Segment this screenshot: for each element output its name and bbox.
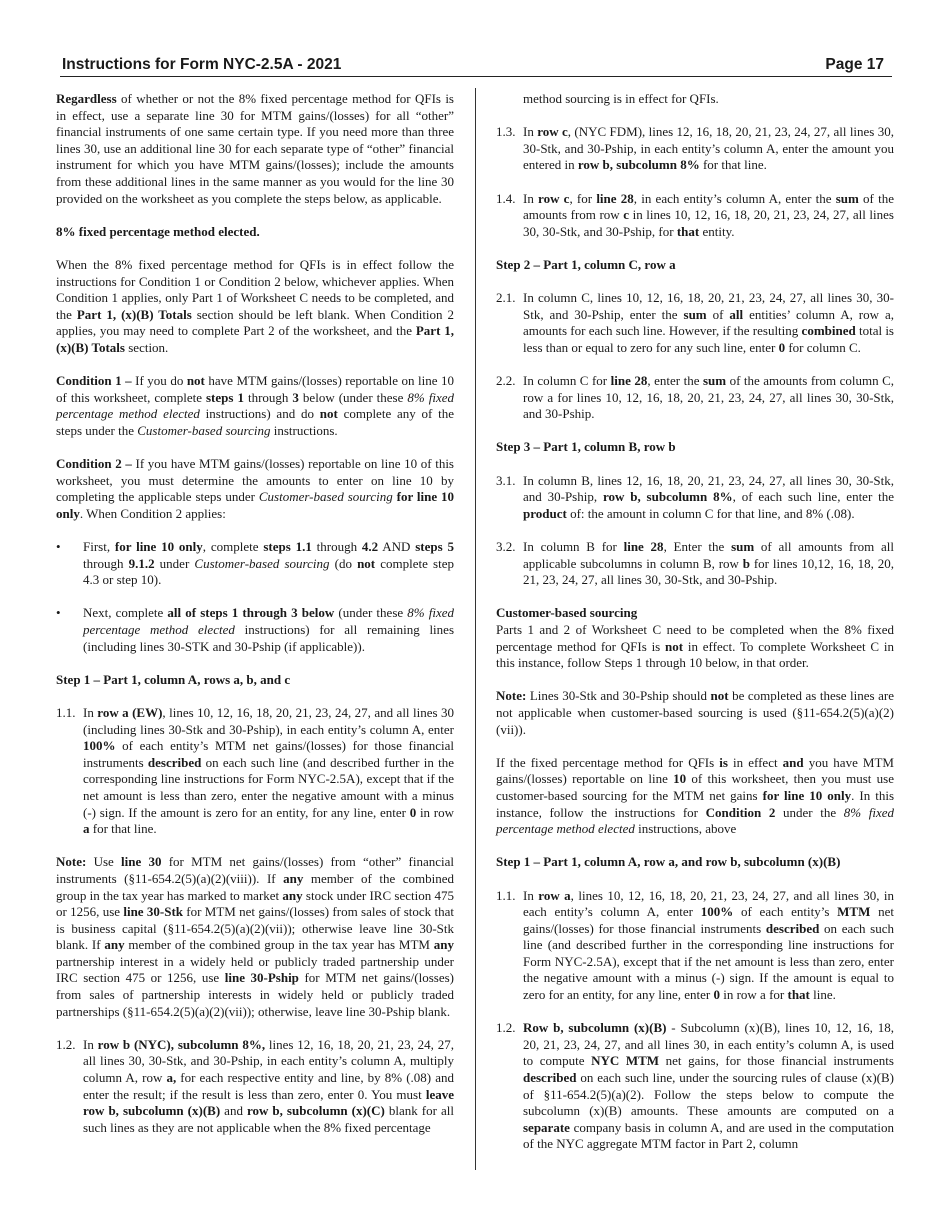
paragraph-customer-based: Parts 1 and 2 of Worksheet C need to be completed when the 8% fixed percentage method for QFIs is not in effect. To complete Worksheet C in this instance, follow Steps 1 through 10 below, in that order. bbox=[496, 622, 894, 671]
step-2-1 bbox=[496, 290, 894, 356]
note-line-30: Note: Use line 30 for MTM net gains/(losses) from “other” financial instruments (§11-654.2(5)(a)(2)(viii)). If any member of the combined group in the tax year has marked to market any stock under IRC section 475 or 1256, use line 30-Stk for MTM net gains/(losses) from sales of stock that is business capital (§11-654.2(5)(a)(2)(vii)); otherwise leave line 30-Stk blank. If any member of the combined group in the tax year has MTM any partnership interest in a widely held or publicly traded partnership under IRC section 475 or 1256, use line 30-Pship for MTM net gains/(losses) from sales of partnership interests in widely held or publicly traded partnerships (§11-654.2(5)(a)(2)(vii)); otherwise, leave line 30-Pship blank. bbox=[56, 854, 455, 1019]
paragraph-other-instruments: Regardless of whether or not the 8% fixed percentage method for QFIs is in effect, use a separate line 30 for MTM gains/(losses) for all “other” financial instruments of one same certain type. If you need more than three lines 30, use an additional line 30 for each separate type of “other” financial instrument for which you have MTM gains/(losses); include the amounts from these additional lines in the same manner as you would for the line 30 provided on the worksheet as you complete the steps below, as applicable. bbox=[56, 91, 454, 206]
step-1-3 bbox=[496, 124, 894, 174]
bullet-mark: • bbox=[56, 539, 61, 555]
page-header bbox=[60, 55, 892, 77]
step-number: 1.2. bbox=[496, 1020, 516, 1036]
list-item bbox=[56, 605, 454, 655]
list-item bbox=[56, 539, 454, 589]
step-text: In column C, lines 10, 12, 16, 18, 20, 21, 23, 24, 27, all lines 30, 30-Stk, and 30-Pship, enter the sum of all entities’ column A, row a, amounts for each such line. However, if the resulting combined total is less than or equal to zero for any such line, enter 0 for column C. bbox=[523, 290, 894, 355]
step-number: 3.2. bbox=[496, 539, 516, 555]
bullet-text: Next, complete all of steps 1 through 3 below (under these 8% fixed percentage method elected instructions) for all remaining lines (including lines 30-STK and 30-Pship (if applicable)). bbox=[83, 605, 455, 654]
step-3-2 bbox=[496, 539, 894, 589]
step-text: In row c, (NYC FDM), lines 12, 16, 18, 20, 21, 23, 24, 27, all lines 30, 30-Stk, and 30-Pship, in each entity’s column A, enter the amount you entered in row b, subcolumn 8% for that line. bbox=[523, 124, 894, 173]
step-text: In column B for line 28, Enter the sum of all amounts from all applicable subcolumns in column B, row b for lines 10,12, 16, 18, 20, 21, 23, 24, 27, all lines 30, 30-Stk, and 30-Pship. bbox=[523, 539, 894, 588]
step-number: 1.1. bbox=[56, 704, 76, 720]
step-1-4 bbox=[496, 191, 894, 241]
heading-8pct-method: 8% fixed percentage method elected. bbox=[56, 223, 260, 239]
step-text: In column B, lines 12, 16, 18, 20, 21, 23, 24, 27, all lines 30, 30-Stk, and 30-Pship, row b, subcolumn 8%, of each such line, enter the product of: the amount in column C for that line, and 8% (.08). bbox=[523, 472, 895, 521]
heading-customer-step-1: Step 1 – Part 1, column A, row a, and row b, subcolumn (x)(B) bbox=[496, 854, 841, 870]
step-1-2-continued: method sourcing is in effect for QFIs. bbox=[523, 91, 719, 106]
step-number: 2.2. bbox=[496, 373, 516, 389]
step-number: 1.3. bbox=[496, 124, 516, 140]
paragraph-8pct-intro: When the 8% fixed percentage method for QFIs is in effect follow the instructions for Condition 1 or Condition 2 below, whichever applies. When Condition 1 applies, only Part 1 of Worksheet C needs to be completed, and the Part 1, (x)(B) Totals section should be left blank. When Condition 2 applies, you may need to complete Part 2 of the worksheet, and the Part 1, (x)(B) Totals section. bbox=[56, 256, 455, 355]
paragraph-condition-1: Condition 1 – If you do not have MTM gains/(losses) reportable on line 10 of this worksheet, complete steps 1 through 3 below (under these 8% fixed percentage method elected instructions) and do not complete any of the steps under the Customer-based sourcing instructions. bbox=[56, 373, 454, 438]
heading-step-3: Step 3 – Part 1, column B, row b bbox=[496, 439, 676, 455]
step-1-2 bbox=[56, 1037, 454, 1137]
page-number: Page 17 bbox=[825, 56, 884, 73]
step-text: In row b (NYC), subcolumn 8%, lines 12, 16, 18, 20, 21, 23, 24, 27, all lines 30, 30-Stk, and 30-Pship, in each entity’s column A, multiply column A, row a, for each respective entity and line, by 8% (.08) and enter the result; if the result is less than zero, enter 0. You must leave row b, subcolumn (x)(B) and row b, subcolumn (x)(C) blank for all such lines as they are not applicable when the 8% fixed percentage bbox=[83, 1036, 454, 1135]
heading-step-2: Step 2 – Part 1, column C, row a bbox=[496, 256, 676, 272]
paragraph-condition-2: Condition 2 – If you have MTM gains/(losses) reportable on line 10 of this worksheet, you must determine the amounts to enter on line 10 by completing the applicable steps under Customer-based sourcing for line 10 only. When Condition 2 applies: bbox=[56, 456, 454, 521]
step-2-2 bbox=[496, 373, 894, 423]
paragraph-fixed-in-effect: If the fixed percentage method for QFIs is in effect and you have MTM gains/(losses) reportable on line 10 of this worksheet, then you must use customer-based sourcing for the MTM net gains for line 10 only. In this instance, follow the instructions for Condition 2 under the 8% fixed percentage method elected instructions, above bbox=[496, 754, 895, 837]
left-column bbox=[56, 91, 454, 1153]
bullet-text: First, for line 10 only, complete steps 1.1 through 4.2 AND steps 5 through 9.1.2 under Customer-based sourcing (do not complete step 4.3 or step 10). bbox=[83, 539, 454, 588]
heading-customer-based-sourcing: Customer-based sourcing bbox=[496, 605, 638, 621]
customer-step-1-1 bbox=[496, 888, 894, 1004]
step-number: 1.2. bbox=[56, 1036, 76, 1052]
step-number: 1.4. bbox=[496, 190, 516, 206]
bullet-mark: • bbox=[56, 605, 61, 621]
step-text: In row c, for line 28, in each entity’s column A, enter the sum of the amounts from row c in lines 10, 12, 16, 18, 20, 21, 23, 24, 27, all lines 30, 30-Stk, and 30-Pship, for that entity. bbox=[523, 190, 894, 239]
step-number: 2.1. bbox=[496, 290, 516, 306]
document-title: Instructions for Form NYC-2.5A - 2021 bbox=[62, 56, 342, 73]
step-number: 3.1. bbox=[496, 472, 516, 488]
heading-step-1: Step 1 – Part 1, column A, rows a, b, and c bbox=[56, 671, 291, 687]
column-divider bbox=[475, 88, 476, 1170]
note-30-stk: Note: Lines 30-Stk and 30-Pship should not be completed as these lines are not applicable when customer-based sourcing is used (§11-654.2(5)(a)(2)(vii)). bbox=[496, 688, 894, 737]
step-3-1 bbox=[496, 473, 894, 523]
step-1-1 bbox=[56, 705, 454, 838]
step-text: In row a (EW), lines 10, 12, 16, 18, 20, 21, 23, 24, 27, and all lines 30 (including lines 30-Stk and 30-Pship), in each entity’s column A, enter 100% of each entity’s MTM net gains/(losses) for those financial instruments described on each such line (and described further in the corresponding line instructions for Form NYC-2.5A), except that if the net amount is less than zero, enter the negative amount with a minus (-) sign. If the amount is zero for an entity, for any line, enter 0 in row a for that line. bbox=[83, 704, 455, 837]
customer-step-1-2 bbox=[496, 1020, 894, 1153]
step-number: 1.1. bbox=[496, 887, 516, 903]
step-text: In column C for line 28, enter the sum of the amounts from column C, row a for lines 10, 12, 16, 18, 20, 21, 23, 24, 27, all lines 30, 30-Stk, and 30-Pship. bbox=[523, 373, 894, 422]
step-text: Row b, subcolumn (x)(B) - Subcolumn (x)(B), lines 10, 12, 16, 18, 20, 21, 23, 24, 27, and all lines 30, in each entity’s column A, is used to compute NYC MTM net gains, for those financial instruments described on each such line, under the sourcing rules of clause (x)(B) of §11-654.2(5)(a)(2). Follow the steps below to compute the subcolumn (x)(B) amounts. These amounts are computed on a separate company basis in column A, and are used in the computation of the NYC aggregate MTM factor in Part 2, column bbox=[523, 1020, 895, 1152]
step-text: In row a, lines 10, 12, 16, 18, 20, 21, 23, 24, 27, and all lines 30, in each entity’s column A, enter 100% of each entity’s MTM net gains/(losses) for those financial instruments described on each such line (and described further in the corresponding line instructions for Form NYC-2.5A), except that if the net amount is less than zero, enter the negative amount with a minus (-) sign. If the amount is equal to zero for an entity, for any line, enter 0 in row a for that line. bbox=[523, 887, 895, 1003]
right-column bbox=[496, 91, 894, 1170]
